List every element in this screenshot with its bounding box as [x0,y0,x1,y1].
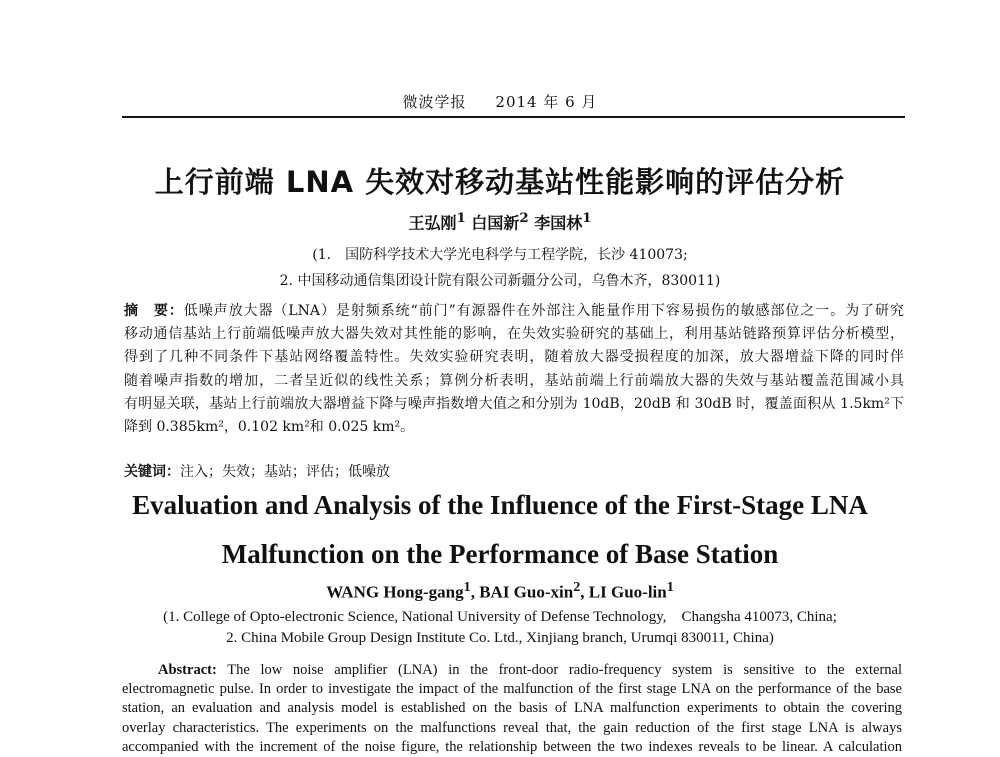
en-author-1: WANG Hong-gang [326,582,464,602]
cn-abstract-label: 摘 要： [124,303,184,319]
en-author-3-affil: 1 [666,579,674,595]
cn-abstract-line: 得到了几种不同条件下基站网络覆盖特性。失效实验研究表明，随着放大器受损程度的加深，放大器增益下降的同时伴 [124,349,904,366]
en-author-2-affil: 2 [573,579,581,595]
en-title-line-1: Evaluation and Analysis of the Influence of the First-Stage LNA [132,490,868,520]
en-abstract [122,661,902,757]
cn-abstract [124,300,904,439]
cn-author-3: 李国林 [534,213,583,233]
header-rule [122,116,905,118]
cn-affiliation-2: 2. 中国移动通信集团设计院有限公司新疆分公司，乌鲁木齐，830011) [279,273,721,289]
en-abstract-line: overlay characteristics. The experiments on the malfunctions reveal that, the gain reduction of the first stage LNA is always [122,719,902,736]
en-title-line-2: Malfunction on the Performance of Base Station [221,539,779,569]
cn-author-1-affil: 1 [456,210,466,226]
cn-title: 上行前端 LNA 失效对移动基站性能影响的评估分析 [154,165,846,199]
en-authors: WANG Hong-gang$^1$, BAI Guo-xin$^2$, LI Guo-lin$^1$ [326,579,674,602]
en-abstract-label: Abstract: [158,662,217,678]
journal-name: 微波学报 [402,93,467,111]
cn-abstract-line: 降到 0.385km²，0.102 km²和 0.025 km²。 [124,419,415,436]
cn-abstract-line: 移动通信基站上行前端低噪声放大器失效对其性能的影响，在失效实验研究的基础上，利用基站链路预算评估分析模型， [124,326,904,343]
en-author-1-affil: 1 [463,579,471,595]
en-abstract-line-text: The low noise amplifier (LNA) in the front-door radio-frequency system is sensitive to the external [227,662,902,678]
en-abstract-line [122,661,902,680]
en-author-3: LI Guo-lin [588,582,667,602]
cn-keywords [124,461,904,481]
cn-abstract-line [124,300,904,323]
journal-header [0,91,1000,112]
en-abstract-line: accompanied with the increment of the noise figure, the relationship between the two indexes reveals to be linear. A calculation [122,738,902,755]
en-abstract-line: electromagnetic pulse. In order to investigate the impact of the malfunction of the first stage LNA on the performance of the base [122,681,902,698]
cn-abstract-line-text: 低噪声放大器（LNA）是射频系统“前门”有源器件在外部注入能量作用下容易损伤的敏感部位之一。为了研究 [183,303,904,319]
cn-abstract-line: 有明显关联，基站上行前端放大器增益下降与噪声指数增大值之和分别为 10dB，20dB 和 30dB 时，覆盖面积从 1.5km²下 [124,395,904,412]
en-affiliation-2: 2. China Mobile Group Design Institute Co. Ltd., Xinjiang branch, Urumqi 830011, China) [226,630,774,646]
en-author-2: BAI Guo-xin [479,582,574,602]
cn-keywords-label: 关键词： [124,464,180,480]
cn-authors [0,210,1000,233]
cn-author-2: 白国新 [471,213,520,233]
en-abstract-line: station, an evaluation and analysis model is established on the basis of LNA malfunction experiments to obtain the covering [122,700,902,717]
cn-author-1: 王弘刚 [408,213,457,233]
cn-author-2-affil: 2 [519,210,529,226]
en-affiliation-1: (1. College of Opto-electronic Science, National University of Defense Technology, Changsha 410073, China; [163,609,837,625]
cn-keywords-text: 注入；失效；基站；评估；低噪放 [180,464,390,480]
cn-abstract-line: 随着噪声指数的增加，二者呈近似的线性关系；算例分析表明，基站前端上行前端放大器的失效与基站覆盖范围减小具 [124,372,904,389]
issue-date: 2014 年 6 月 [495,93,598,111]
cn-affiliation-1: (1. 国防科学技术大学光电科学与工程学院，长沙 410073; [312,247,688,263]
cn-author-3-affil: 1 [582,210,592,226]
